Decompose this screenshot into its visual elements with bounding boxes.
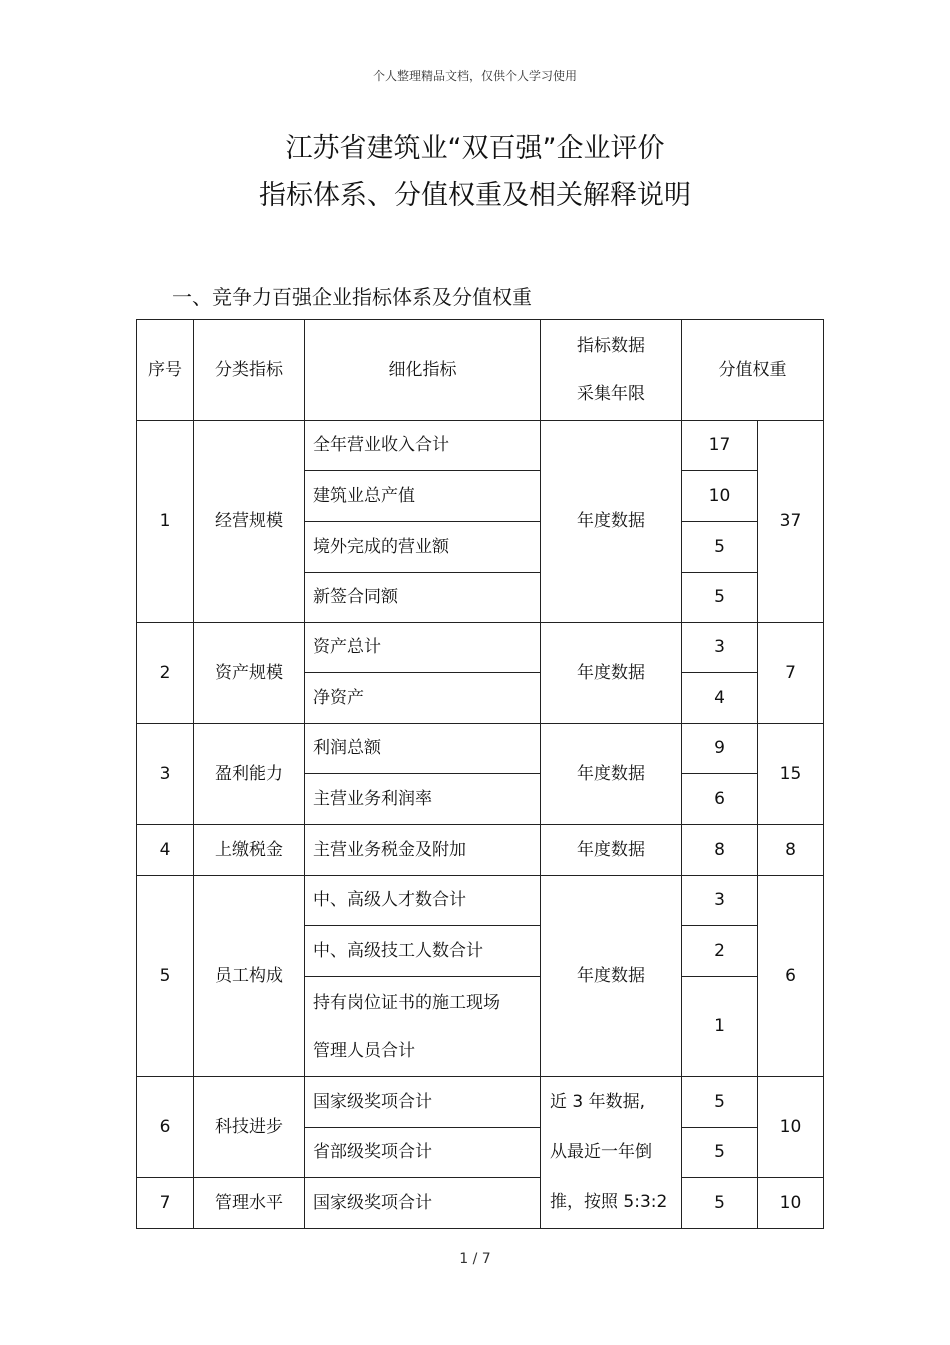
category-cell: 盈利能力 — [194, 724, 305, 825]
table-header-row — [137, 320, 824, 421]
category-cell: 科技进步 — [194, 1077, 305, 1178]
detail-cell: 建筑业总产值 — [305, 471, 541, 522]
category-cell: 管理水平 — [194, 1178, 305, 1229]
period-line1: 近 3 年数据, — [550, 1092, 646, 1112]
indicator-table — [136, 319, 824, 1229]
detail-cell: 净资产 — [305, 673, 541, 724]
score-cell: 5 — [682, 1178, 758, 1229]
detail-cell — [305, 977, 541, 1077]
category-cell: 资产规模 — [194, 623, 305, 724]
total-cell: 7 — [758, 623, 824, 724]
period-cell: 年度数据 — [541, 724, 682, 825]
table-row — [137, 876, 824, 926]
seq-cell: 5 — [137, 876, 194, 1077]
period-line3: 推，按照 5:3:2 — [550, 1192, 668, 1212]
score-cell: 4 — [682, 673, 758, 724]
score-cell: 5 — [682, 522, 758, 573]
detail-cell: 新签合同额 — [305, 573, 541, 623]
total-cell: 8 — [758, 825, 824, 876]
seq-cell: 4 — [137, 825, 194, 876]
table-row — [137, 825, 824, 876]
total-cell: 10 — [758, 1178, 824, 1229]
score-cell: 17 — [682, 421, 758, 471]
header-detail: 细化指标 — [305, 320, 541, 421]
period-line2: 从最近一年倒 — [550, 1142, 652, 1162]
detail-cell: 资产总计 — [305, 623, 541, 673]
score-cell: 5 — [682, 573, 758, 623]
detail-cell: 国家级奖项合计 — [305, 1077, 541, 1128]
score-cell: 3 — [682, 876, 758, 926]
header-period-line2: 采集年限 — [577, 384, 645, 404]
table-row — [137, 421, 824, 471]
detail-cell: 主营业务税金及附加 — [305, 825, 541, 876]
table-row — [137, 1077, 824, 1128]
detail-line1: 持有岗位证书的施工现场 — [313, 992, 500, 1013]
score-cell: 3 — [682, 623, 758, 673]
seq-cell: 1 — [137, 421, 194, 623]
score-cell: 10 — [682, 471, 758, 522]
seq-cell: 6 — [137, 1077, 194, 1178]
seq-cell: 3 — [137, 724, 194, 825]
document-title-line2: 指标体系、分值权重及相关解释说明 — [259, 180, 691, 211]
period-cell-multi-year — [541, 1077, 682, 1229]
total-cell: 10 — [758, 1077, 824, 1178]
score-cell: 9 — [682, 724, 758, 774]
header-category: 分类指标 — [194, 320, 305, 421]
detail-cell: 利润总额 — [305, 724, 541, 774]
total-cell: 6 — [758, 876, 824, 1077]
category-cell: 员工构成 — [194, 876, 305, 1077]
detail-line2: 管理人员合计 — [313, 1040, 415, 1061]
header-period — [541, 320, 682, 421]
period-cell: 年度数据 — [541, 876, 682, 1077]
total-cell: 37 — [758, 421, 824, 623]
page-header-note: 个人整理精品文档，仅供个人学习使用 — [372, 69, 577, 83]
total-cell: 15 — [758, 724, 824, 825]
detail-cell: 国家级奖项合计 — [305, 1178, 541, 1229]
period-cell: 年度数据 — [541, 421, 682, 623]
score-cell: 6 — [682, 774, 758, 825]
score-cell: 5 — [682, 1077, 758, 1128]
detail-cell: 境外完成的营业额 — [305, 522, 541, 573]
score-cell: 1 — [682, 977, 758, 1077]
section-heading: 一、竞争力百强企业指标体系及分值权重 — [172, 285, 532, 309]
header-weight: 分值权重 — [682, 320, 824, 421]
category-cell: 经营规模 — [194, 421, 305, 623]
table-row — [137, 1178, 824, 1229]
page-number: 1 / 7 — [459, 1251, 491, 1267]
header-seq: 序号 — [137, 320, 194, 421]
score-cell: 2 — [682, 926, 758, 977]
detail-cell: 主营业务利润率 — [305, 774, 541, 825]
header-period-line1: 指标数据 — [577, 336, 645, 356]
period-cell: 年度数据 — [541, 623, 682, 724]
seq-cell: 7 — [137, 1178, 194, 1229]
score-cell: 8 — [682, 825, 758, 876]
detail-cell: 全年营业收入合计 — [305, 421, 541, 471]
seq-cell: 2 — [137, 623, 194, 724]
period-cell: 年度数据 — [541, 825, 682, 876]
score-cell: 5 — [682, 1128, 758, 1178]
table-row — [137, 623, 824, 673]
category-cell: 上缴税金 — [194, 825, 305, 876]
detail-cell: 省部级奖项合计 — [305, 1128, 541, 1178]
document-title-line1: 江苏省建筑业“双百强”企业评价 — [285, 133, 665, 164]
detail-cell: 中、高级技工人数合计 — [305, 926, 541, 977]
detail-cell: 中、高级人才数合计 — [305, 876, 541, 926]
table-row — [137, 724, 824, 774]
